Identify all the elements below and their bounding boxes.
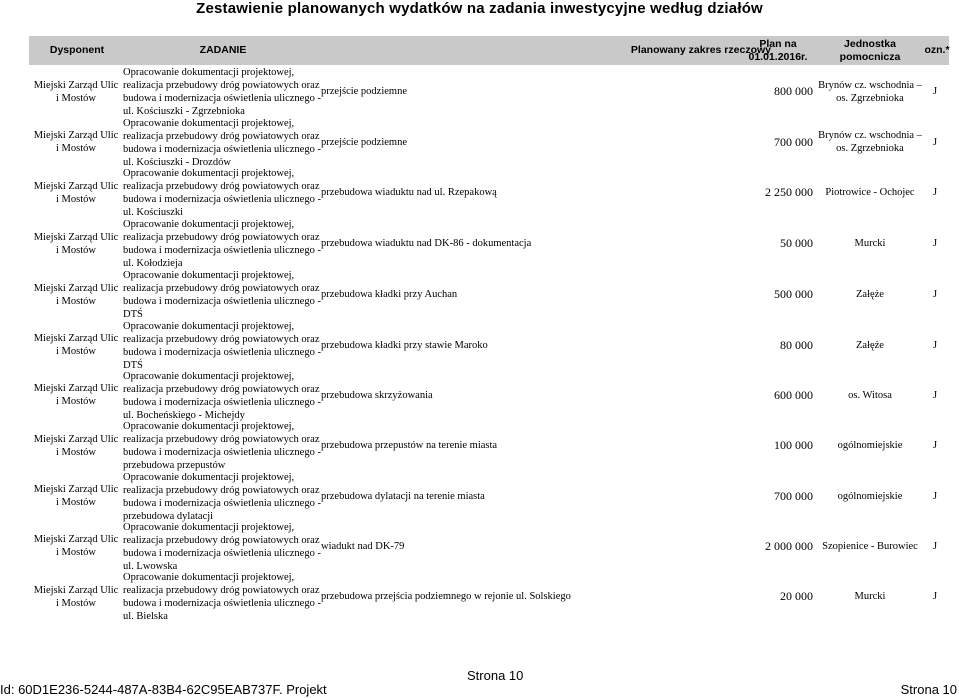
cell-task: Opracowanie dokumentacji projektowej, realizacja przebudowy dróg powiatowych oraz budowa i modernizacja oświetlenia ulicznego - DTŚ — [123, 321, 321, 371]
cell-unit: Piotrowice - Ochojec — [825, 187, 915, 198]
cell-scope: przejście podziemne — [321, 86, 407, 97]
cell-task: Opracowanie dokumentacji projektowej, realizacja przebudowy dróg powiatowych oraz budowa i modernizacja oświetlenia ulicznego - przebudowa dylatacji — [123, 472, 321, 522]
table-row — [29, 66, 949, 117]
header-ozn: ozn.* — [924, 44, 950, 56]
cell-unit: ogólnomiejskie — [837, 440, 903, 451]
cell-ozn: J — [932, 591, 938, 602]
cell-plan: 700 000 — [774, 135, 813, 149]
document-id: Id: 60D1E236-5244-487A-83B4-62C95EAB737F. Projekt — [0, 682, 327, 697]
cell-ozn: J — [932, 340, 938, 351]
cell-task: Opracowanie dokumentacji projektowej, realizacja przebudowy dróg powiatowych oraz budowa i modernizacja oświetlenia ulicznego - DTŚ — [123, 270, 321, 320]
cell-ozn: J — [932, 440, 938, 451]
table-row — [29, 117, 949, 167]
cell-unit: Załęże — [856, 340, 884, 351]
cell-dysponent: Miejski Zarząd Ulic i Mostów — [33, 283, 119, 307]
header-plan-line2: 01.01.2016r. — [748, 50, 808, 63]
cell-unit: os. Witosa — [848, 390, 892, 401]
cell-unit: Szopienice - Burowiec — [822, 541, 918, 552]
cell-ozn: J — [932, 86, 938, 97]
cell-ozn: J — [932, 289, 938, 300]
cell-scope: wiadukt nad DK-79 — [321, 541, 405, 552]
cell-scope: przebudowa wiaduktu nad DK-86 - dokumentacja — [321, 238, 532, 249]
cell-dysponent: Miejski Zarząd Ulic i Mostów — [33, 80, 119, 104]
table-row — [29, 370, 949, 420]
header-dysponent: Dysponent — [49, 44, 105, 56]
cell-plan: 2 000 000 — [765, 539, 813, 553]
cell-plan: 500 000 — [774, 287, 813, 301]
cell-task: Opracowanie dokumentacji projektowej, realizacja przebudowy dróg powiatowych oraz budowa i modernizacja oświetlenia ulicznego - ul. Bocheńskiego - Michejdy — [123, 371, 321, 421]
table-row — [29, 269, 949, 320]
cell-dysponent: Miejski Zarząd Ulic i Mostów — [33, 130, 119, 154]
cell-dysponent: Miejski Zarząd Ulic i Mostów — [33, 434, 119, 458]
cell-dysponent: Miejski Zarząd Ulic i Mostów — [33, 333, 119, 357]
table-row — [29, 320, 949, 370]
cell-dysponent: Miejski Zarząd Ulic i Mostów — [33, 484, 119, 508]
cell-task: Opracowanie dokumentacji projektowej, realizacja przebudowy dróg powiatowych oraz budowa i modernizacja oświetlenia ulicznego - ul. Bielska — [123, 572, 321, 622]
page-number: Strona 10 — [467, 668, 524, 683]
cell-ozn: J — [932, 137, 938, 148]
cell-scope: przebudowa dylatacji na terenie miasta — [321, 491, 485, 502]
cell-scope: przebudowa kładki przy stawie Maroko — [321, 340, 488, 351]
cell-dysponent: Miejski Zarząd Ulic i Mostów — [33, 383, 119, 407]
cell-scope: przebudowa przejścia podziemnego w rejonie ul. Solskiego — [321, 591, 571, 602]
table-row — [29, 521, 949, 571]
cell-task: Opracowanie dokumentacji projektowej, realizacja przebudowy dróg powiatowych oraz budowa i modernizacja oświetlenia ulicznego - ul. Kołodzieja — [123, 219, 321, 269]
header-zadanie: ZADANIE — [199, 44, 247, 56]
cell-scope: przebudowa skrzyżowania — [321, 390, 433, 401]
cell-ozn: J — [932, 491, 938, 502]
page-title: Zestawienie planowanych wydatków na zadania inwestycyjne według działów — [196, 0, 763, 17]
cell-task: Opracowanie dokumentacji projektowej, realizacja przebudowy dróg powiatowych oraz budowa i modernizacja oświetlenia ulicznego - przebudowa przepustów — [123, 421, 321, 471]
header-jednostka: Jednostka pomocnicza — [839, 37, 901, 63]
cell-ozn: J — [932, 390, 938, 401]
cell-task: Opracowanie dokumentacji projektowej, realizacja przebudowy dróg powiatowych oraz budowa i modernizacja oświetlenia ulicznego - ul. Lwowska — [123, 522, 321, 572]
cell-plan: 600 000 — [774, 388, 813, 402]
cell-ozn: J — [932, 238, 938, 249]
table-row — [29, 471, 949, 521]
table-header — [29, 36, 949, 65]
cell-scope: przebudowa przepustów na terenie miasta — [321, 440, 498, 451]
page-number-bottom: Strona 10 — [900, 682, 957, 697]
cell-scope: przejście podziemne — [321, 137, 407, 148]
cell-task: Opracowanie dokumentacji projektowej, realizacja przebudowy dróg powiatowych oraz budowa i modernizacja oświetlenia ulicznego - ul. Kościuszki - Drozdów — [123, 118, 321, 168]
cell-unit: Brynów cz. wschodnia – os. Zgrzebnioka — [818, 130, 922, 154]
cell-plan: 20 000 — [780, 589, 813, 603]
cell-task: Opracowanie dokumentacji projektowej, realizacja przebudowy dróg powiatowych oraz budowa i modernizacja oświetlenia ulicznego - ul. Kościuszki — [123, 168, 321, 218]
cell-dysponent: Miejski Zarząd Ulic i Mostów — [33, 181, 119, 205]
cell-plan: 700 000 — [774, 489, 813, 503]
header-zakres: Planowany zakres rzeczowy — [630, 44, 771, 56]
table-row — [29, 571, 949, 622]
cell-unit: Brynów cz. wschodnia – os. Zgrzebnioka — [818, 80, 922, 104]
header-plan — [734, 36, 822, 65]
cell-plan: 100 000 — [774, 438, 813, 452]
cell-unit: Murcki — [854, 238, 886, 249]
cell-unit: ogólnomiejskie — [837, 491, 903, 502]
cell-plan: 2 250 000 — [765, 185, 813, 199]
cell-plan: 80 000 — [780, 338, 813, 352]
cell-plan: 50 000 — [780, 236, 813, 250]
table-row — [29, 218, 949, 269]
cell-dysponent: Miejski Zarząd Ulic i Mostów — [33, 585, 119, 609]
cell-task: Opracowanie dokumentacji projektowej, realizacja przebudowy dróg powiatowych oraz budowa i modernizacja oświetlenia ulicznego - ul. Kościuszki - Zgrzebnioka — [123, 67, 321, 117]
cell-dysponent: Miejski Zarząd Ulic i Mostów — [33, 534, 119, 558]
cell-ozn: J — [932, 187, 938, 198]
header-plan-line1: Plan na — [759, 37, 797, 50]
cell-unit: Załęże — [856, 289, 884, 300]
cell-plan: 800 000 — [774, 84, 813, 98]
cell-ozn: J — [932, 541, 938, 552]
cell-unit: Murcki — [854, 591, 886, 602]
cell-scope: przebudowa wiaduktu nad ul. Rzepakową — [321, 187, 497, 198]
cell-scope: przebudowa kładki przy Auchan — [321, 289, 458, 300]
cell-dysponent: Miejski Zarząd Ulic i Mostów — [33, 232, 119, 256]
table-row — [29, 420, 949, 471]
table-row — [29, 167, 949, 218]
